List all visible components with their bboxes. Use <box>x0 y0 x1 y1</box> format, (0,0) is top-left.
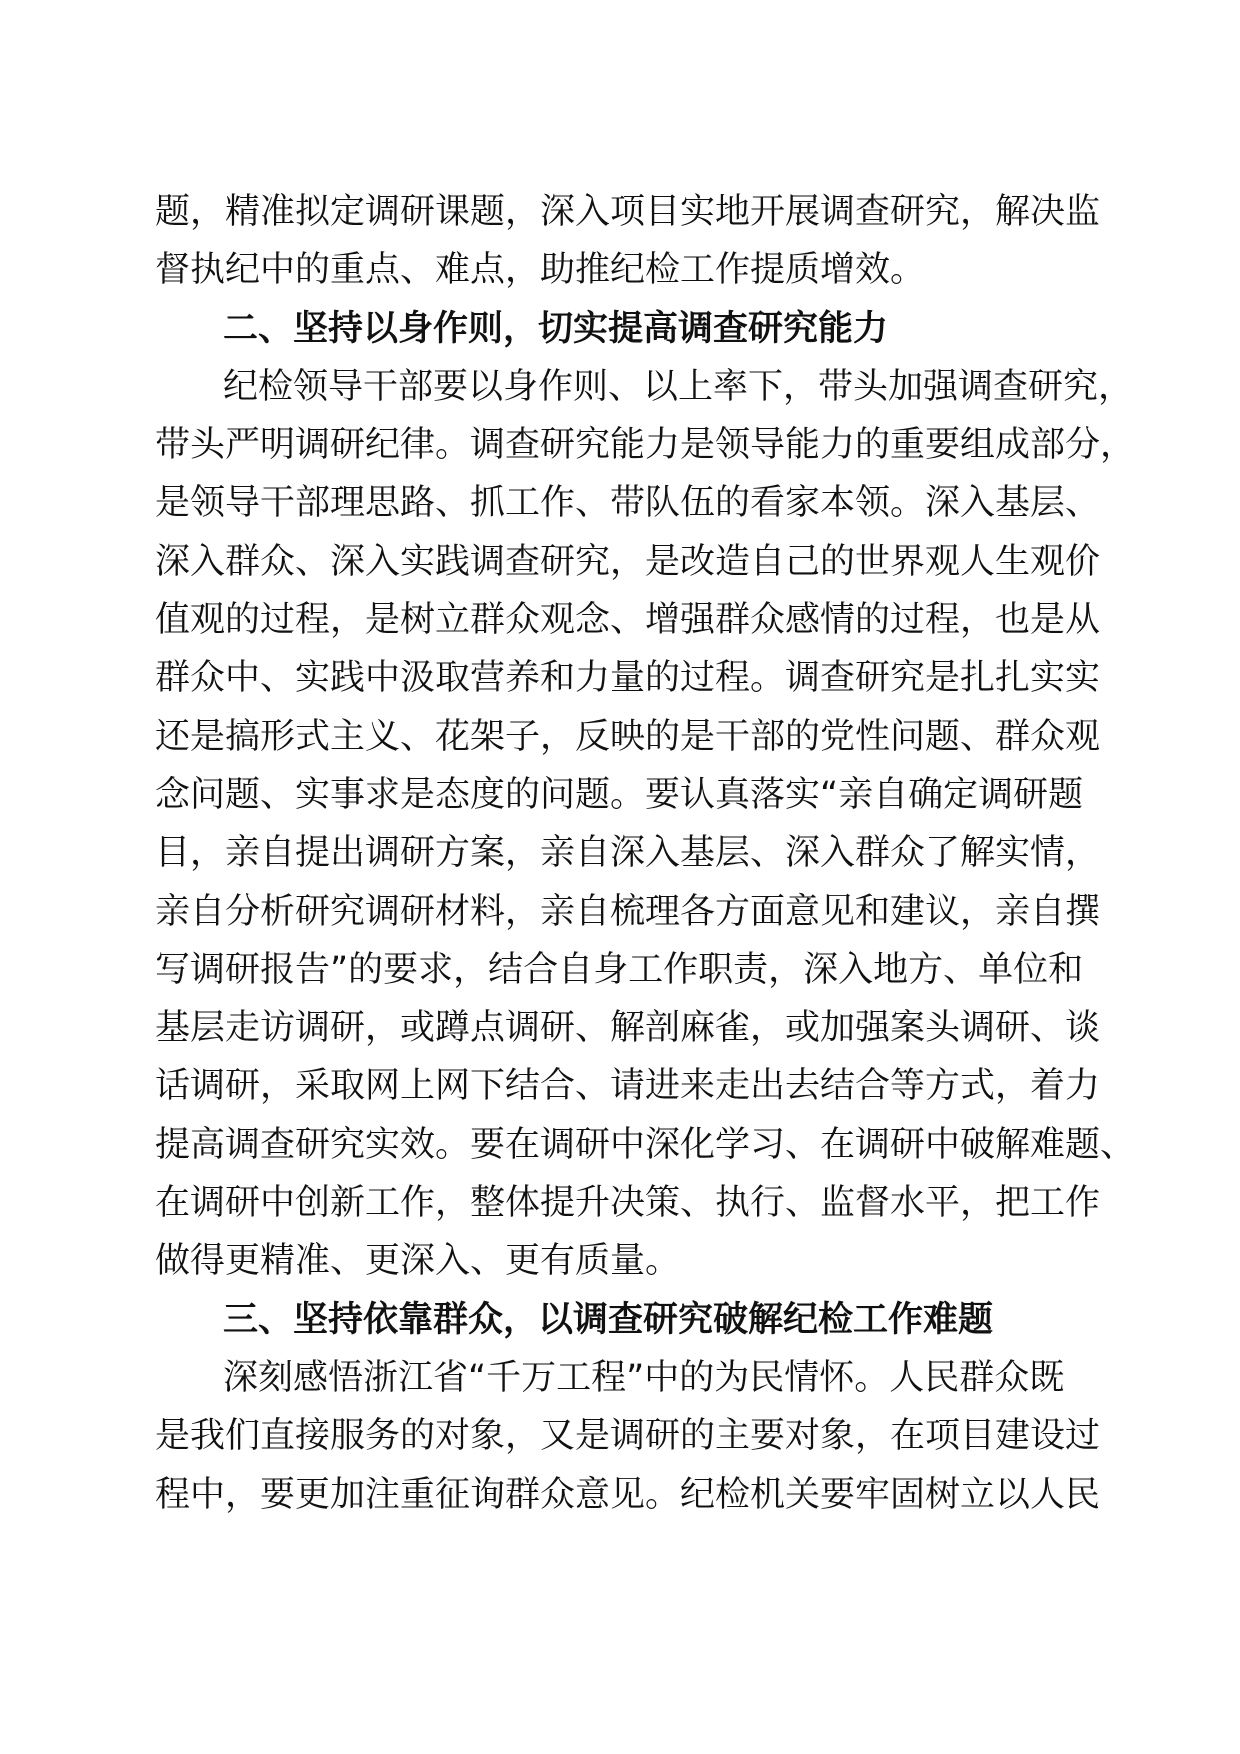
body-line: 在调研中创新工作，整体提升决策、执行、监督水平，把工作 <box>155 1183 1101 1224</box>
paragraph-first-line: 纪检领导干部要以身作则、以上率下，带头加强调查研究， <box>223 366 1134 407</box>
section-heading: 三、坚持依靠群众，以调查研究破解纪检工作难题 <box>223 1299 994 1340</box>
body-line: 写调研报告”的要求，结合自身工作职责，深入地方、单位和 <box>155 949 1084 990</box>
body-line: 还是搞形式主义、花架子，反映的是干部的党性问题、群众观 <box>155 716 1101 757</box>
body-line: 提高调查研究实效。要在调研中深化学习、在调研中破解难题、 <box>155 1124 1136 1165</box>
body-line: 群众中、实践中汲取营养和力量的过程。调查研究是扎扎实实 <box>155 658 1101 699</box>
body-line: 程中，要更加注重征询群众意见。纪检机关要牢固树立以人民 <box>155 1474 1101 1515</box>
body-line: 是领导干部理思路、抓工作、带队伍的看家本领。深入基层、 <box>155 483 1101 524</box>
body-line: 带头严明调研纪律。调查研究能力是领导能力的重要组成部分， <box>155 425 1136 466</box>
section-heading: 二、坚持以身作则，切实提高调查研究能力 <box>223 308 889 349</box>
body-line: 念问题、实事求是态度的问题。要认真落实“亲自确定调研题 <box>155 774 1084 815</box>
body-line: 题，精准拟定调研课题，深入项目实地开展调查研究，解决监 <box>155 192 1101 232</box>
document-body <box>155 183 1136 1524</box>
body-line: 做得更精准、更深入、更有质量。 <box>155 1241 681 1282</box>
body-line: 深入群众、深入实践调查研究，是改造自己的世界观人生观价 <box>155 541 1101 582</box>
paragraph-first-line: 深刻感悟浙江省“千万工程”中的为民情怀。人民群众既 <box>223 1357 1065 1398</box>
body-line: 是我们直接服务的对象，又是调研的主要对象，在项目建设过 <box>155 1416 1101 1457</box>
body-line: 督执纪中的重点、难点，助推纪检工作提质增效。 <box>155 250 926 291</box>
body-line: 话调研，采取网上网下结合、请进来走出去结合等方式，着力 <box>155 1066 1101 1107</box>
body-line: 亲自分析研究调研材料，亲自梳理各方面意见和建议，亲自撰 <box>155 891 1101 932</box>
body-line: 值观的过程，是树立群众观念、增强群众感情的过程，也是从 <box>155 600 1101 641</box>
body-line: 目，亲自提出调研方案，亲自深入基层、深入群众了解实情， <box>155 833 1101 874</box>
body-line: 基层走访调研，或蹲点调研、解剖麻雀，或加强案头调研、谈 <box>155 1008 1101 1049</box>
